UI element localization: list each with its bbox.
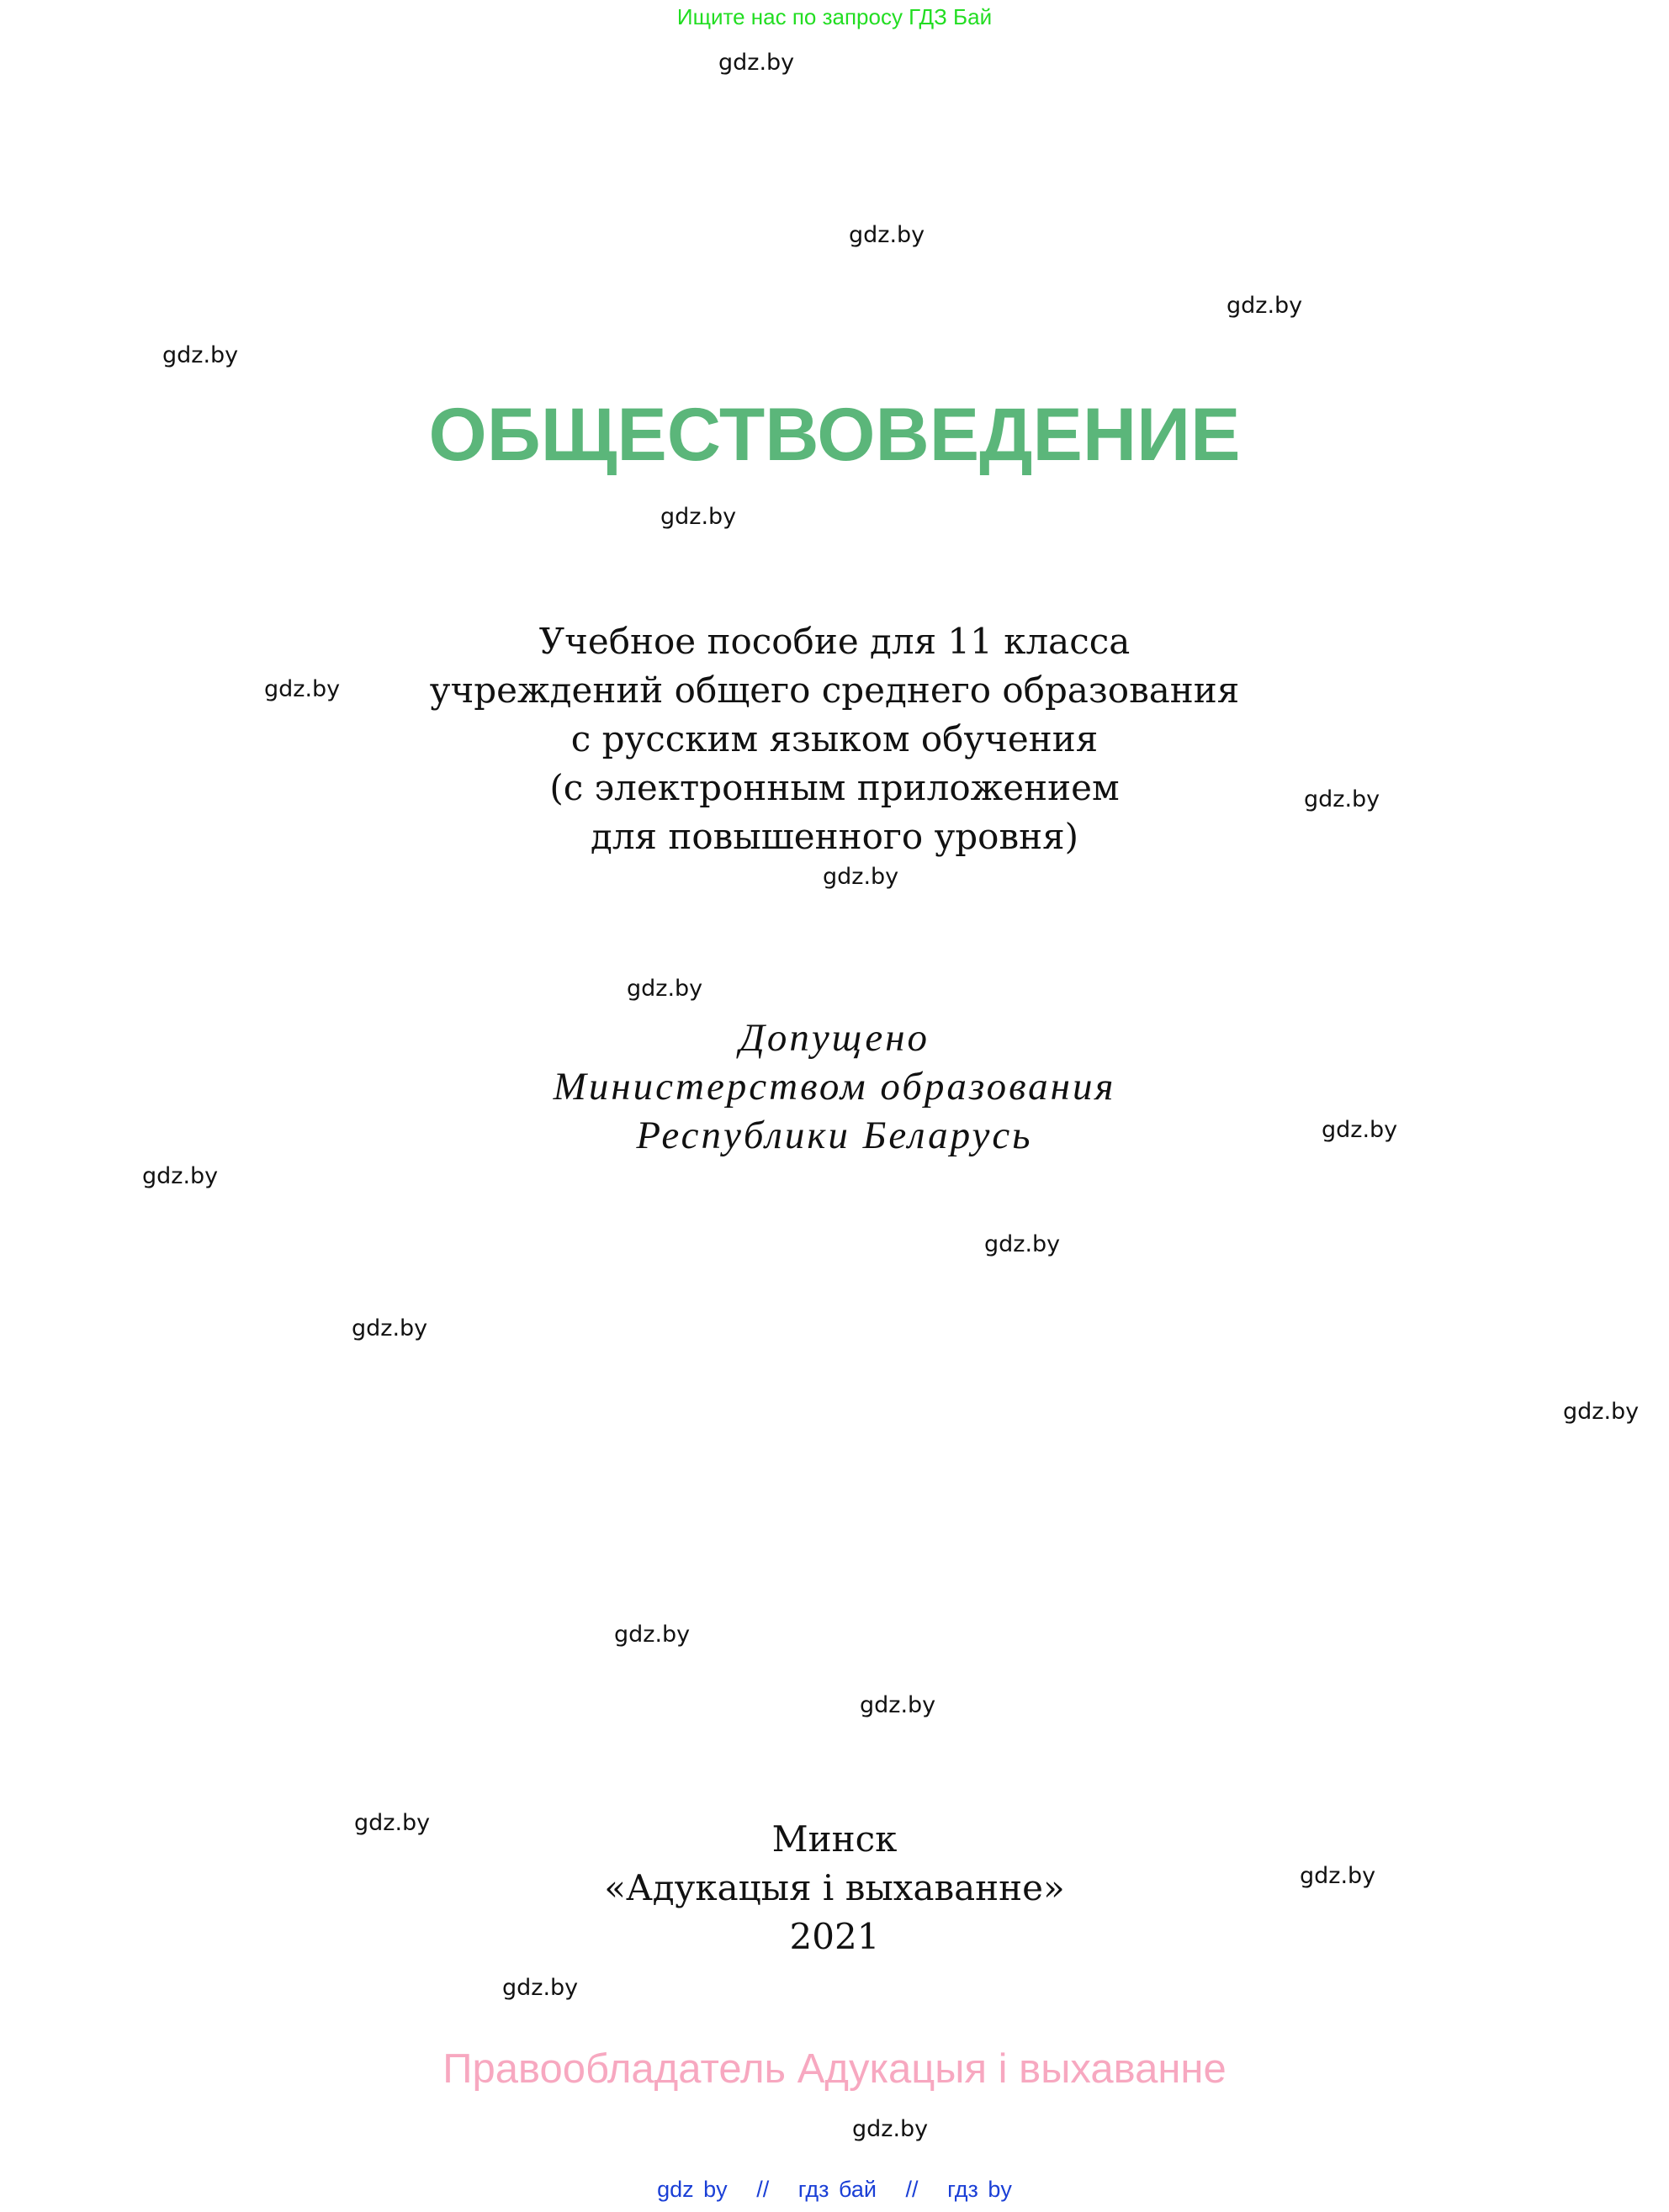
footer-link-gdz-by-cyr[interactable]: гдз by — [947, 2177, 1012, 2202]
watermark: gdz.by — [162, 342, 239, 368]
footer-links — [0, 2175, 1669, 2204]
watermark: gdz.by — [718, 50, 795, 76]
rights-holder-notice: Правообладатель Адукацыя і выхаванне — [442, 2046, 1227, 2092]
watermark: gdz.by — [627, 976, 703, 1002]
watermark: gdz.by — [354, 1810, 431, 1836]
watermark: gdz.by — [502, 1975, 579, 2001]
subtitle-line: для повышенного уровня) — [591, 816, 1078, 857]
approval-line: Министерством образования — [553, 1065, 1116, 1109]
watermark: gdz.by — [1322, 1117, 1398, 1143]
watermark: gdz.by — [984, 1231, 1061, 1257]
watermark: gdz.by — [264, 676, 341, 702]
subtitle-line: Учебное пособие для 11 класса — [538, 621, 1131, 662]
subtitle-line: (с электронным приложением — [549, 767, 1120, 808]
approval-line: Допущено — [739, 1016, 930, 1060]
watermark: gdz.by — [849, 222, 925, 248]
footer-separator: // — [905, 2177, 919, 2202]
book-title: ОБЩЕСТВОВЕДЕНИЕ — [428, 392, 1241, 476]
watermark: gdz.by — [142, 1163, 219, 1189]
footer-link-gdz-by[interactable]: gdz by — [657, 2177, 728, 2202]
footer-link-gdz-bai[interactable]: гдз бай — [797, 2177, 877, 2202]
ministry-approval — [0, 1013, 1669, 1160]
watermark: gdz.by — [1304, 786, 1380, 812]
watermark: gdz.by — [352, 1315, 428, 1341]
watermark: gdz.by — [823, 864, 899, 890]
search-hint-banner: Ищите нас по запросу ГДЗ Бай — [676, 4, 993, 29]
watermark: gdz.by — [852, 2116, 929, 2142]
watermark: gdz.by — [660, 504, 737, 530]
approval-line: Республики Беларусь — [636, 1114, 1033, 1157]
watermark: gdz.by — [614, 1622, 691, 1648]
watermark: gdz.by — [1227, 293, 1303, 319]
imprint-city: Минск — [771, 1818, 898, 1860]
book-subtitle — [0, 617, 1669, 861]
footer-separator: // — [756, 2177, 770, 2202]
publisher-imprint — [0, 1815, 1669, 1961]
watermark: gdz.by — [1300, 1863, 1376, 1889]
subtitle-line: учреждений общего среднего образования — [429, 669, 1240, 711]
watermark: gdz.by — [1563, 1399, 1640, 1425]
imprint-publisher: «Адукацыя і выхаванне» — [604, 1867, 1065, 1908]
watermark: gdz.by — [860, 1692, 936, 1718]
imprint-year: 2021 — [789, 1916, 880, 1957]
subtitle-line: с русским языком обучения — [570, 718, 1099, 759]
